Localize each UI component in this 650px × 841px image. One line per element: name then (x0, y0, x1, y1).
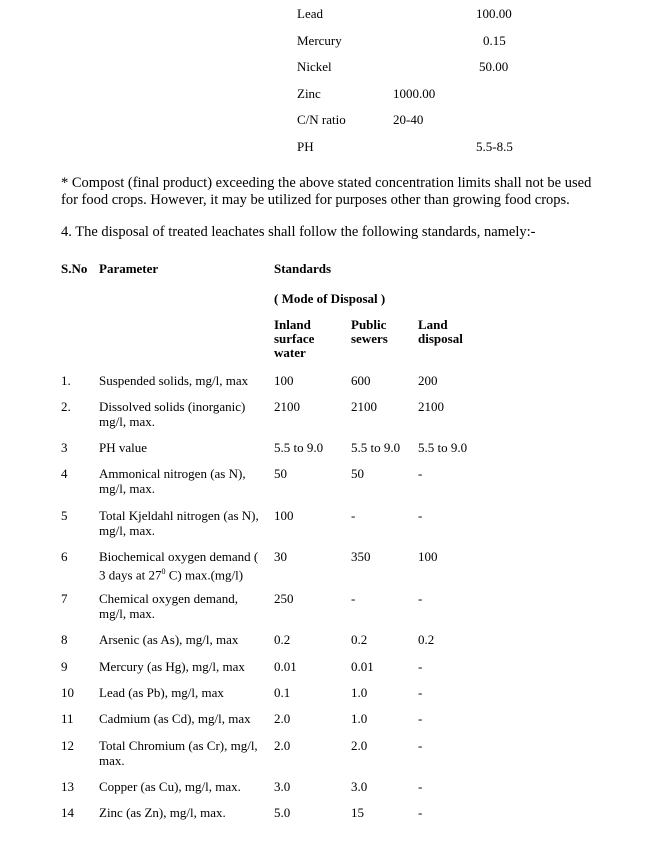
row-parameter: PH value (99, 440, 148, 455)
row-public-value: 1.0 (351, 685, 368, 700)
top-row-name: Zinc (297, 86, 321, 101)
top-row-name: Mercury (297, 33, 342, 48)
top-row-value: 50.00 (479, 59, 509, 74)
row-public-value: 0.01 (351, 659, 374, 674)
row-inland-value: 100 (274, 508, 294, 523)
header-inland-line-2: surface (274, 331, 315, 346)
row-sno: 9 (61, 659, 68, 674)
row-parameter-line-2: max. (99, 753, 125, 768)
row-land-value: - (418, 466, 423, 481)
top-row-value: 1000.00 (393, 86, 436, 101)
row-public-value: 5.5 to 9.0 (351, 440, 401, 455)
row-land-value: - (418, 711, 423, 726)
row-land-value: 200 (418, 373, 438, 388)
row-land-value: - (418, 508, 423, 523)
row-parameter: Suspended solids, mg/l, max (99, 373, 249, 388)
row-public-value: 50 (351, 466, 364, 481)
top-row-name: Lead (297, 6, 323, 21)
row-public-value: - (351, 508, 356, 523)
row-sno: 1. (61, 373, 71, 388)
row-land-value: - (418, 738, 423, 753)
row-sno: 4 (61, 466, 68, 481)
row-land-value: - (418, 779, 423, 794)
top-row-name: Nickel (297, 59, 332, 74)
row-sno: 13 (61, 779, 74, 794)
row-public-value: 2.0 (351, 738, 368, 753)
row-inland-value: 30 (274, 549, 287, 564)
section-4-heading: 4. The disposal of treated leachates shall follow the following standards, namely:- (61, 224, 536, 240)
row-land-value: - (418, 659, 423, 674)
header-land-line-1: Land (418, 317, 448, 332)
row-public-value: 1.0 (351, 711, 368, 726)
row-parameter: Total Chromium (as Cr), mg/l, (99, 738, 258, 753)
row-inland-value: 5.0 (274, 805, 291, 820)
header-mode-of-disposal: ( Mode of Disposal ) (274, 291, 386, 306)
row-sno: 7 (61, 591, 68, 606)
row-land-value: - (418, 591, 423, 606)
row-inland-value: 3.0 (274, 779, 291, 794)
row-land-value: - (418, 805, 423, 820)
row-inland-value: 0.01 (274, 659, 297, 674)
row-sno: 10 (61, 685, 74, 700)
row-public-value: 15 (351, 805, 364, 820)
row-public-value: 350 (351, 549, 371, 564)
row-parameter: Copper (as Cu), mg/l, max. (99, 779, 241, 794)
row-land-value: 100 (418, 549, 438, 564)
row-parameter-line-2: mg/l, max. (99, 606, 155, 621)
row-inland-value: 2.0 (274, 711, 291, 726)
row-inland-value: 250 (274, 591, 294, 606)
row-parameter: Total Kjeldahl nitrogen (as N), (99, 508, 259, 523)
row-inland-value: 50 (274, 466, 287, 481)
row-sno: 12 (61, 738, 74, 753)
header-sno: S.No (61, 261, 88, 276)
row-sno: 6 (61, 549, 68, 564)
row-sno: 2. (61, 399, 71, 414)
row-sno: 14 (61, 805, 74, 820)
row-sno: 3 (61, 440, 68, 455)
note-line-2: for food crops. However, it may be utilized for purposes other than growing food crops. (61, 192, 570, 208)
row-parameter: Ammonical nitrogen (as N), (99, 466, 246, 481)
row-sno: 5 (61, 508, 68, 523)
row-parameter: Zinc (as Zn), mg/l, max. (99, 805, 226, 820)
row-parameter-line-2: mg/l, max. (99, 523, 155, 538)
row-public-value: - (351, 591, 356, 606)
row-parameter: Biochemical oxygen demand ( (99, 549, 259, 564)
row-inland-value: 0.1 (274, 685, 291, 700)
note-line-1: * Compost (final product) exceeding the above stated concentration limits shall not be used (61, 175, 592, 191)
header-land-line-2: disposal (418, 331, 463, 346)
row-parameter: Lead (as Pb), mg/l, max (99, 685, 224, 700)
row-inland-value: 2.0 (274, 738, 291, 753)
row-land-value: 2100 (418, 399, 444, 414)
row-parameter-line-2: 3 days at $27^0$ C) max.(mg/l) (99, 567, 244, 583)
row-parameter: Cadmium (as Cd), mg/l, max (99, 711, 251, 726)
header-parameter: Parameter (99, 261, 159, 276)
header-public-line-1: Public (351, 317, 387, 332)
row-public-value: 2100 (351, 399, 377, 414)
header-standards: Standards (274, 261, 332, 276)
row-parameter: Dissolved solids (inorganic) (99, 399, 246, 414)
top-row-name: C/N ratio (297, 112, 346, 127)
top-row-value: 20-40 (393, 112, 424, 127)
row-public-value: 3.0 (351, 779, 368, 794)
row-parameter: Arsenic (as As), mg/l, max (99, 632, 239, 647)
row-parameter: Mercury (as Hg), mg/l, max (99, 659, 245, 674)
row-public-value: 0.2 (351, 632, 368, 647)
row-public-value: 600 (351, 373, 371, 388)
row-land-value: - (418, 685, 423, 700)
row-parameter-line-2: mg/l, max. (99, 414, 155, 429)
row-land-value: 0.2 (418, 632, 435, 647)
row-parameter-line-2: mg/l, max. (99, 481, 155, 496)
row-sno: 11 (61, 711, 74, 726)
row-sno: 8 (61, 632, 68, 647)
header-inland-line-1: Inland (274, 317, 311, 332)
row-inland-value: 2100 (274, 399, 300, 414)
header-inland-line-3: water (274, 345, 306, 360)
top-row-value: 5.5-8.5 (476, 139, 513, 154)
row-inland-value: 5.5 to 9.0 (274, 440, 324, 455)
row-inland-value: 0.2 (274, 632, 291, 647)
top-row-value: 0.15 (483, 33, 506, 48)
row-inland-value: 100 (274, 373, 294, 388)
row-parameter: Chemical oxygen demand, (99, 591, 238, 606)
top-row-name: PH (297, 139, 314, 154)
top-row-value: 100.00 (476, 6, 512, 21)
row-land-value: 5.5 to 9.0 (418, 440, 468, 455)
header-public-line-2: sewers (351, 331, 388, 346)
